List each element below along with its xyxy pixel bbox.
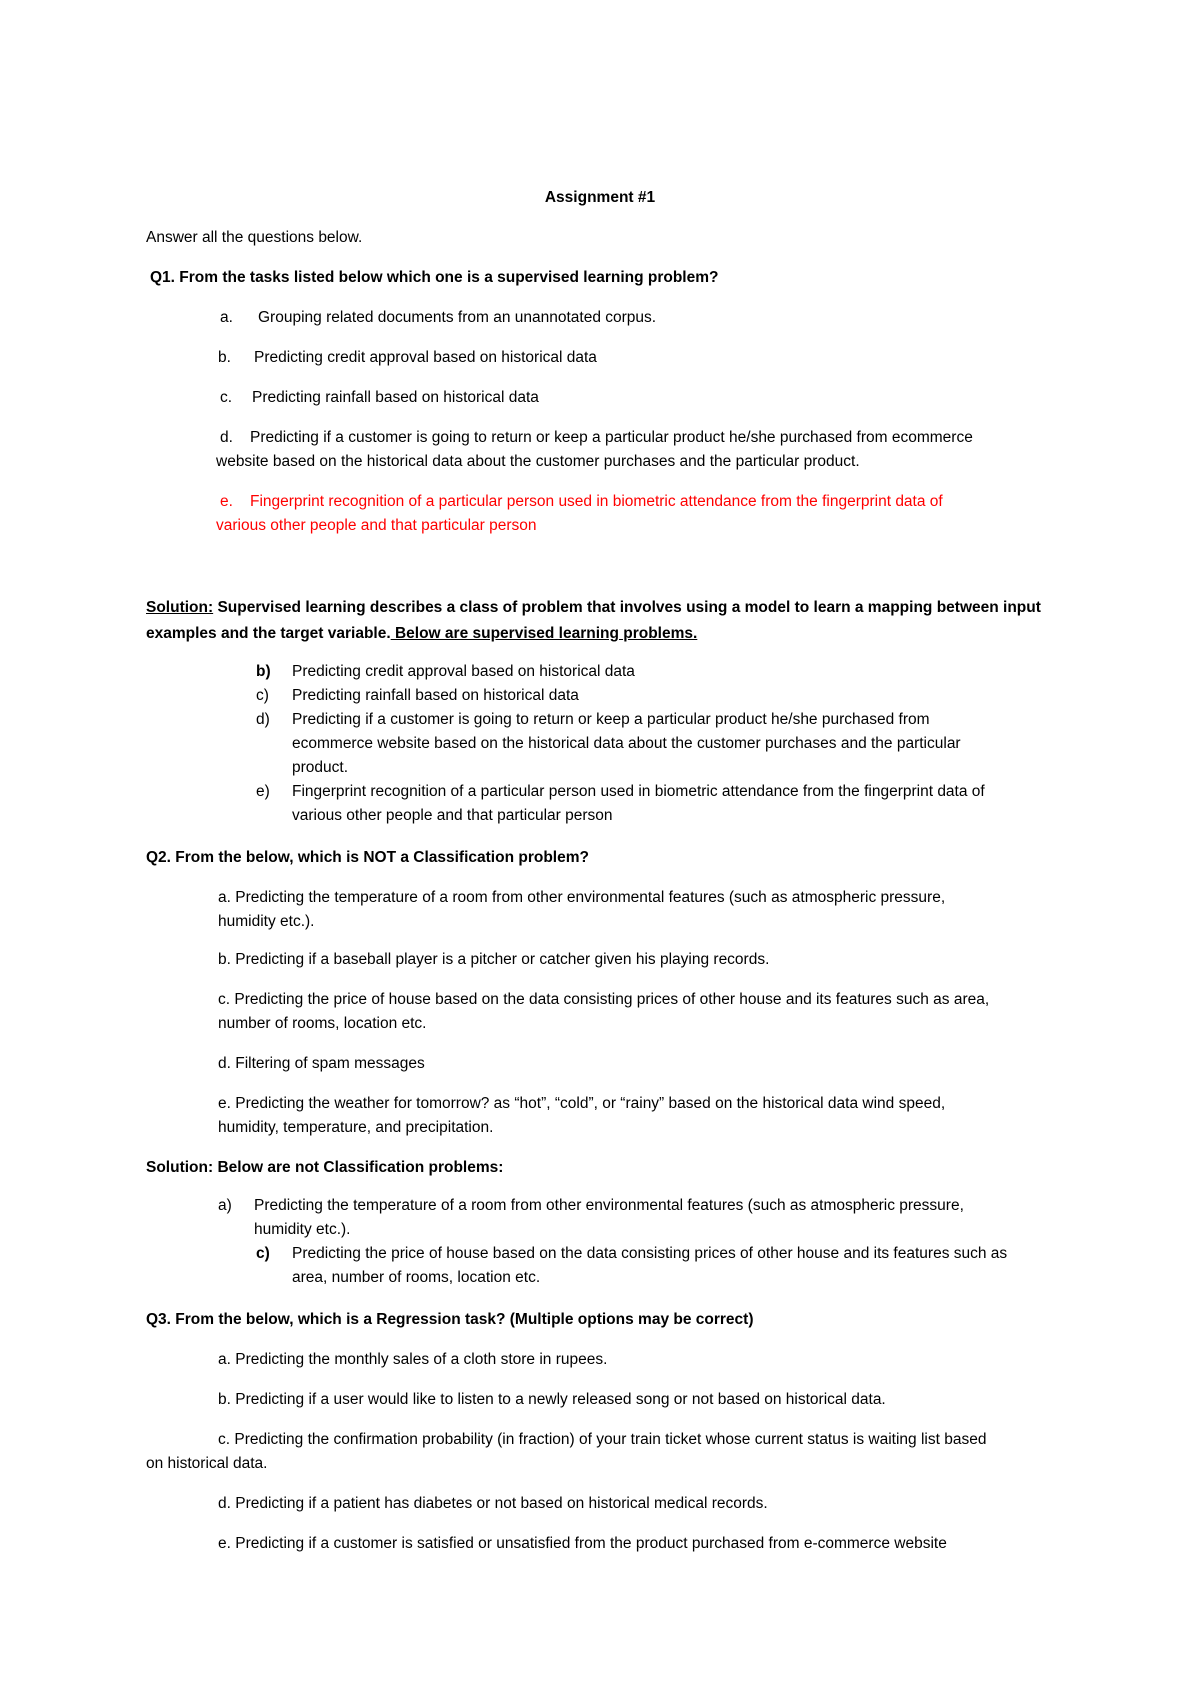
q1-option-b-text: Predicting credit approval based on historical data — [254, 349, 597, 366]
solution1-text-line1: Supervised learning describes a class of problem that involves using a model to learn a mapping between input — [213, 599, 1041, 616]
q1-option-a-text: Grouping related documents from an unannotated corpus. — [258, 309, 657, 326]
document-title: Assignment #1 — [544, 189, 656, 206]
q1-option-d-text-line1: Predicting if a customer is going to return or keep a particular product he/she purchased from ecommerce — [250, 429, 973, 446]
solution1-item-b-text: Predicting credit approval based on historical data — [292, 663, 635, 680]
instructions-text: Answer all the questions below. — [146, 229, 363, 246]
q2-option-a-line2: humidity etc.). — [218, 913, 315, 930]
q3-option-d: d. Predicting if a patient has diabetes or not based on historical medical records. — [218, 1495, 768, 1512]
solution1-item-d-text-line1: Predicting if a customer is going to return or keep a particular product he/she purchased from — [292, 711, 930, 728]
solution2-item-a-marker: a) — [218, 1197, 232, 1214]
q2-option-e-line2: humidity, temperature, and precipitation. — [218, 1119, 494, 1136]
q3-option-b: b. Predicting if a user would like to listen to a newly released song or not based on historical data. — [218, 1391, 886, 1408]
solution1-item-c-text: Predicting rainfall based on historical data — [292, 687, 579, 704]
solution2-item-a-text-line2: humidity etc.). — [254, 1221, 351, 1238]
solution1-item-d-text-line2: ecommerce website based on the historical data about the customer purchases and the particular — [292, 735, 961, 752]
q2-option-c-line1: c. Predicting the price of house based on the data consisting prices of other house and its features such as area, — [218, 991, 990, 1008]
q1-option-b-letter: b. — [218, 349, 231, 366]
solution2-item-a-text-line1: Predicting the temperature of a room from other environmental features (such as atmospheric pressure, — [254, 1197, 964, 1214]
q1-option-d-text-line2: website based on the historical data about the customer purchases and the particular product. — [216, 453, 860, 470]
solution1-item-e-marker: e) — [256, 783, 270, 800]
q1-option-e-text-line2: various other people and that particular person — [216, 517, 537, 534]
q2-question: Q2. From the below, which is NOT a Classification problem? — [146, 849, 589, 866]
q1-question: Q1. From the tasks listed below which one is a supervised learning problem? — [150, 269, 719, 286]
solution1-label: Solution: — [146, 599, 214, 616]
q2-option-c-line2: number of rooms, location etc. — [218, 1015, 427, 1032]
solution1-underlined-text: Below are supervised learning problems. — [390, 625, 698, 642]
q2-option-a-line1: a. Predicting the temperature of a room from other environmental features (such as atmospheric pressure, — [218, 889, 946, 906]
solution2-item-c-text-line1: Predicting the price of house based on the data consisting prices of other house and its features such as — [292, 1245, 1008, 1262]
solution1-item-b-marker: b) — [256, 663, 271, 680]
solution1-item-e-text-line2: various other people and that particular person — [292, 807, 613, 824]
q3-option-a: a. Predicting the monthly sales of a cloth store in rupees. — [218, 1351, 608, 1368]
q1-option-e-letter: e. — [220, 493, 233, 510]
q1-option-c-letter: c. — [220, 389, 233, 406]
solution1-item-d-text-line3: product. — [292, 759, 349, 776]
solution1-item-d-marker: d) — [256, 711, 270, 728]
q3-question: Q3. From the below, which is a Regression task? (Multiple options may be correct) — [146, 1311, 754, 1328]
q2-option-e-line1: e. Predicting the weather for tomorrow? as “hot”, “cold”, or “rainy” based on the historical data wind speed, — [218, 1095, 946, 1112]
q1-option-a-letter: a. — [220, 309, 233, 326]
q3-option-c-line1: c. Predicting the confirmation probability (in fraction) of your train ticket whose current status is waiting list based — [218, 1431, 987, 1448]
q3-option-e: e. Predicting if a customer is satisfied or unsatisfied from the product purchased from e-commerce website — [218, 1535, 947, 1552]
q2-option-d: d. Filtering of spam messages — [218, 1055, 425, 1072]
solution2-item-c-text-line2: area, number of rooms, location etc. — [292, 1269, 541, 1286]
q3-option-c-line2: on historical data. — [146, 1455, 268, 1472]
q2-option-b: b. Predicting if a baseball player is a pitcher or catcher given his playing records. — [218, 951, 770, 968]
solution1-line1 — [146, 598, 1041, 618]
solution1-item-c-marker: c) — [256, 687, 269, 704]
solution1-line2 — [146, 624, 697, 644]
solution2-label: Solution: Below are not Classification problems: — [146, 1159, 504, 1176]
solution1-item-e-text-line1: Fingerprint recognition of a particular person used in biometric attendance from the fingerprint data of — [292, 783, 985, 800]
solution1-text-line2: examples and the target variable. — [146, 625, 391, 642]
q1-option-e-text-line1: Fingerprint recognition of a particular person used in biometric attendance from the fingerprint data of — [250, 493, 943, 510]
q1-option-d-letter: d. — [220, 429, 233, 446]
q1-option-c-text: Predicting rainfall based on historical data — [252, 389, 539, 406]
solution2-item-c-marker: c) — [256, 1245, 270, 1262]
